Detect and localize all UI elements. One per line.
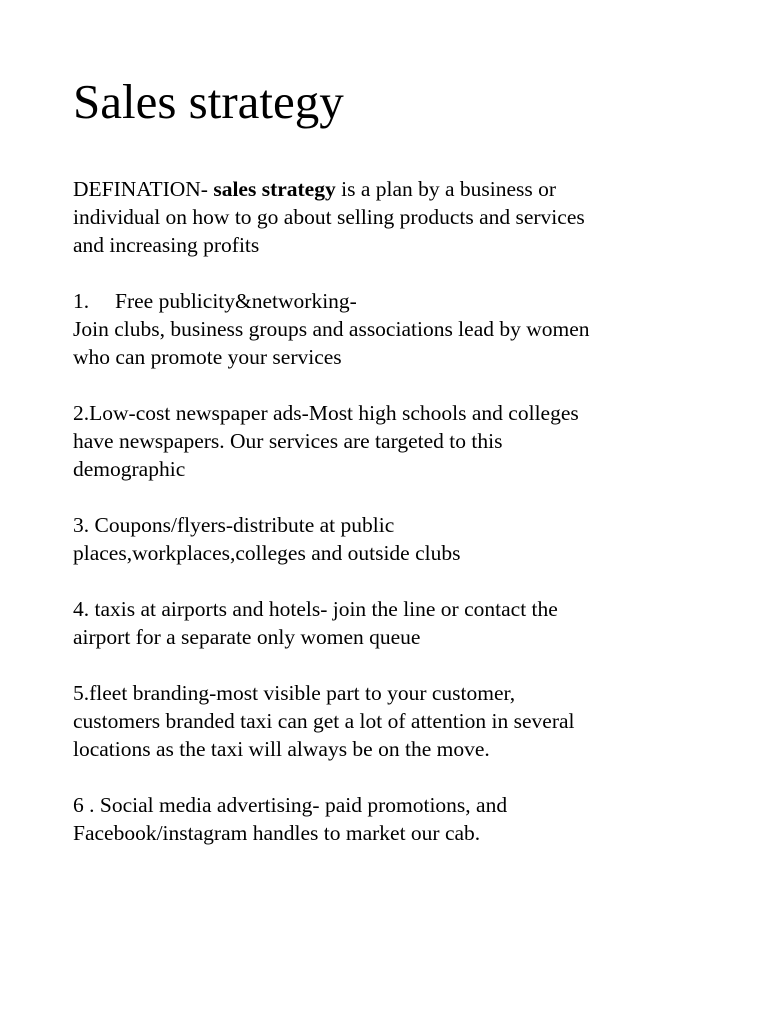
page-title: Sales strategy [73, 74, 344, 129]
definition-line-1-rest: is a plan by a business or [335, 177, 557, 201]
item-1-line-2: Join clubs, business groups and associations lead by women [73, 317, 590, 341]
strategy-item-6 [73, 791, 713, 847]
strategy-item-3 [73, 511, 713, 567]
definition-prefix: DEFINATION- [73, 177, 214, 201]
item-5-line-2: customers branded taxi can get a lot of attention in several [73, 709, 575, 733]
item-2-line-2: have newspapers. Our services are targeted to this [73, 429, 503, 453]
strategy-item-2 [73, 399, 713, 483]
item-5-line-1: 5.fleet branding-most visible part to your customer, [73, 681, 516, 705]
definition-line-1 [73, 175, 713, 203]
item-6-line-1: 6 . Social media advertising- paid promotions, and [73, 793, 508, 817]
strategy-item-5 [73, 679, 713, 763]
item-4-line-2: airport for a separate only women queue [73, 625, 421, 649]
item-3-line-2: places,workplaces,colleges and outside clubs [73, 541, 461, 565]
definition-term: sales strategy [213, 177, 336, 201]
strategy-item-4 [73, 595, 713, 651]
item-1-heading-line [73, 287, 713, 315]
item-3-line-1: 3. Coupons/flyers-distribute at public [73, 513, 395, 537]
item-1-heading: Free publicity&networking- [115, 289, 357, 313]
item-1-number: 1. [73, 289, 90, 313]
strategy-item-1 [73, 287, 713, 371]
item-6-line-2: Facebook/instagram handles to market our cab. [73, 821, 481, 845]
item-2-line-3: demographic [73, 457, 186, 481]
item-1-line-3: who can promote your services [73, 345, 342, 369]
item-2-line-1: 2.Low-cost newspaper ads-Most high schools and colleges [73, 401, 579, 425]
item-4-line-1: 4. taxis at airports and hotels- join the line or contact the [73, 597, 558, 621]
definition-line-2: individual on how to go about selling products and services [73, 205, 585, 229]
definition-line-3: and increasing profits [73, 233, 260, 257]
item-5-line-3: locations as the taxi will always be on the move. [73, 737, 490, 761]
definition-paragraph [73, 175, 713, 259]
